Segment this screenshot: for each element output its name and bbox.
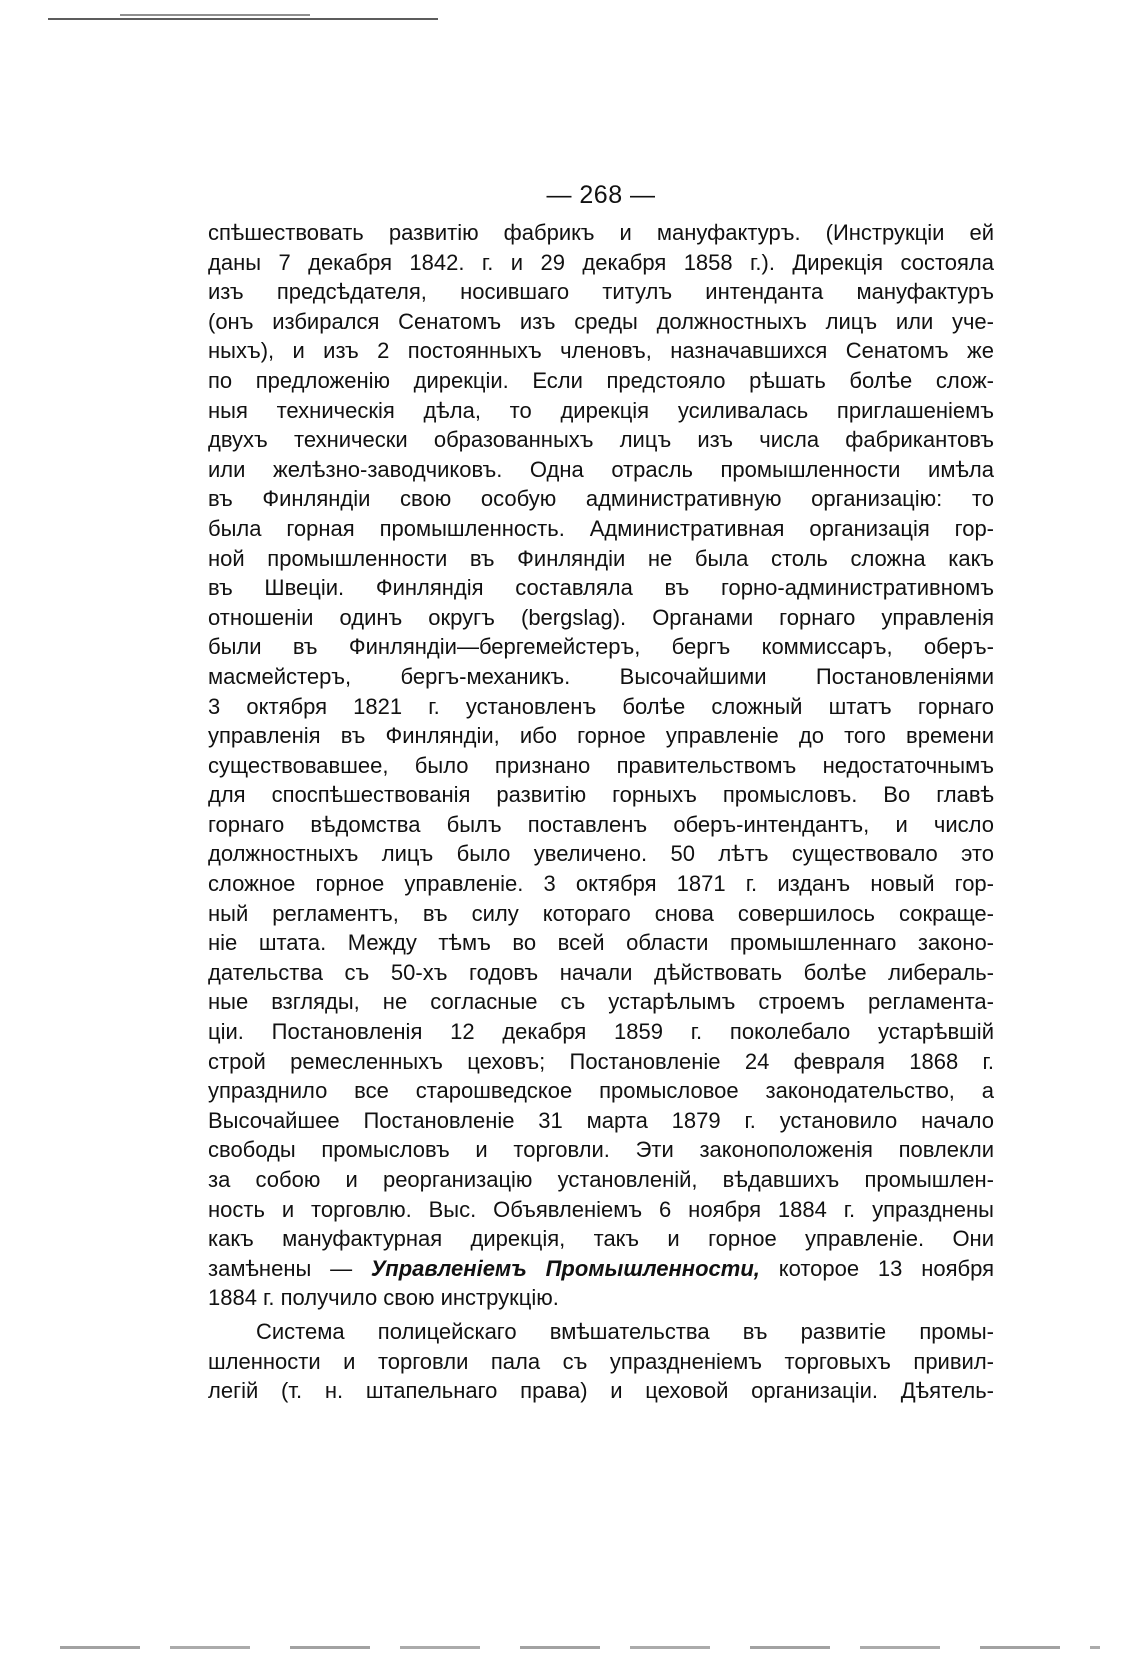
text-segment: замѣнены — <box>208 1255 371 1281</box>
text-line: сложное горное управленіе. 3 октября 1871 г. изданъ новый гор- <box>208 871 994 897</box>
text-line: существовавшее, было признано правительствомъ недостаточнымъ <box>208 752 994 778</box>
text-line: ныхъ), и изъ 2 постоянныхъ членовъ, назначавшихся Сенатомъ же <box>208 338 994 364</box>
page-number: — 268 — <box>546 181 656 209</box>
text-line: горнаго вѣдомства былъ поставленъ оберъ-интендантъ, и число <box>208 811 994 837</box>
emphasized-title: Управленіемъ Промышленности, <box>370 1255 760 1281</box>
text-line: строй ремесленныхъ цеховъ; Постановленіе 24 февраля 1868 г. <box>208 1048 994 1074</box>
text-line: ціи. Постановленія 12 декабря 1859 г. поколебало устарѣвшій <box>208 1019 994 1045</box>
text-line: изъ предсѣдателя, носившаго титулъ интенданта мануфактуръ <box>208 279 994 305</box>
text-line: Система полицейскаго вмѣшательства въ развитіе промы- <box>256 1318 994 1344</box>
scan-edge-mark <box>48 18 438 20</box>
text-line: двухъ технически образованныхъ лицъ изъ числа фабрикантовъ <box>208 427 994 453</box>
text-line: упразднило все старошведское промысловое законодательство, а <box>208 1078 994 1104</box>
text-line: легій (т. н. штапельнаго права) и цеховой организаціи. Дѣятель- <box>208 1378 994 1404</box>
text-line: шленности и торговли пала съ упраздненіемъ торговыхъ привил- <box>208 1348 994 1374</box>
text-line: ніе штата. Между тѣмъ во всей области промышленнаго законо- <box>208 930 994 956</box>
book-page <box>208 178 994 1406</box>
text-line: должностныхъ лицъ было увеличено. 50 лѣтъ существовало это <box>208 841 994 867</box>
text-line: были въ Финляндіи—бергемейстеръ, бергъ коммиссаръ, оберъ- <box>208 634 994 660</box>
scan-edge-mark <box>120 14 310 16</box>
text-line: какъ мануфактурная дирекція, такъ и горное управленіе. Они <box>208 1226 994 1252</box>
text-line: ные взгляды, не согласные съ устарѣлымъ строемъ регламента- <box>208 989 994 1015</box>
text-line: даны 7 декабря 1842. г. и 29 декабря 1858 г.). Дирекція состояла <box>208 249 994 275</box>
text-line: ной промышленности въ Финляндіи не была столь сложна какъ <box>208 545 994 571</box>
text-line: ныя техническія дѣла, то дирекція усиливалась приглашеніемъ <box>208 397 994 423</box>
text-line: 3 октября 1821 г. установленъ болѣе сложный штатъ горнаго <box>208 693 994 719</box>
text-line: (онъ избирался Сенатомъ изъ среды должностныхъ лицъ или уче- <box>208 308 994 334</box>
text-segment: которое 13 ноября <box>759 1255 994 1281</box>
text-line: или желѣзно-заводчиковъ. Одна отрасль промышленности имѣла <box>208 456 994 482</box>
text-line: 1884 г. получило свою инструкцію. <box>208 1285 559 1311</box>
text-line: для споспѣшествованія развитію горныхъ промысловъ. Во главѣ <box>208 782 994 808</box>
text-line: въ Финляндіи свою особую административную организацію: то <box>208 486 994 512</box>
paragraph-1 <box>208 218 994 1313</box>
text-line-with-emphasis <box>208 1254 994 1284</box>
text-line: масмейстеръ, бергъ-механикъ. Высочайшими Постановленіями <box>208 663 994 689</box>
text-line: спѣшествовать развитію фабрикъ и мануфактуръ. (Инструкціи ей <box>208 220 994 245</box>
text-line: по предложенію дирекціи. Если предстояло рѣшать болѣе слож- <box>208 367 994 393</box>
text-line: была горная промышленность. Административная организація гор- <box>208 515 994 541</box>
scan-edge-mark <box>60 1646 1100 1649</box>
text-line: дательства съ 50-хъ годовъ начали дѣйствовать болѣе либераль- <box>208 959 994 985</box>
text-line: ность и торговлю. Выс. Объявленіемъ 6 ноября 1884 г. упразднены <box>208 1196 994 1222</box>
text-line: отношеніи одинъ округъ (bergslag). Органами горнаго управленія <box>208 604 994 630</box>
text-line: ный регламентъ, въ силу котораго снова совершилось сокраще- <box>208 900 994 926</box>
text-line: управленія въ Финляндіи, ибо горное управленіе до того времени <box>208 723 994 749</box>
text-line: въ Швеціи. Финляндія составляла въ горно-административномъ <box>208 575 994 601</box>
text-line: свободы промысловъ и торговли. Эти законоположенія повлекли <box>208 1137 994 1163</box>
text-line: Высочайшее Постановленіе 31 марта 1879 г. установило начало <box>208 1107 994 1133</box>
text-line: за собою и реорганизацію установленій, вѣдавшихъ промышлен- <box>208 1167 994 1192</box>
paragraph-2 <box>208 1317 994 1406</box>
